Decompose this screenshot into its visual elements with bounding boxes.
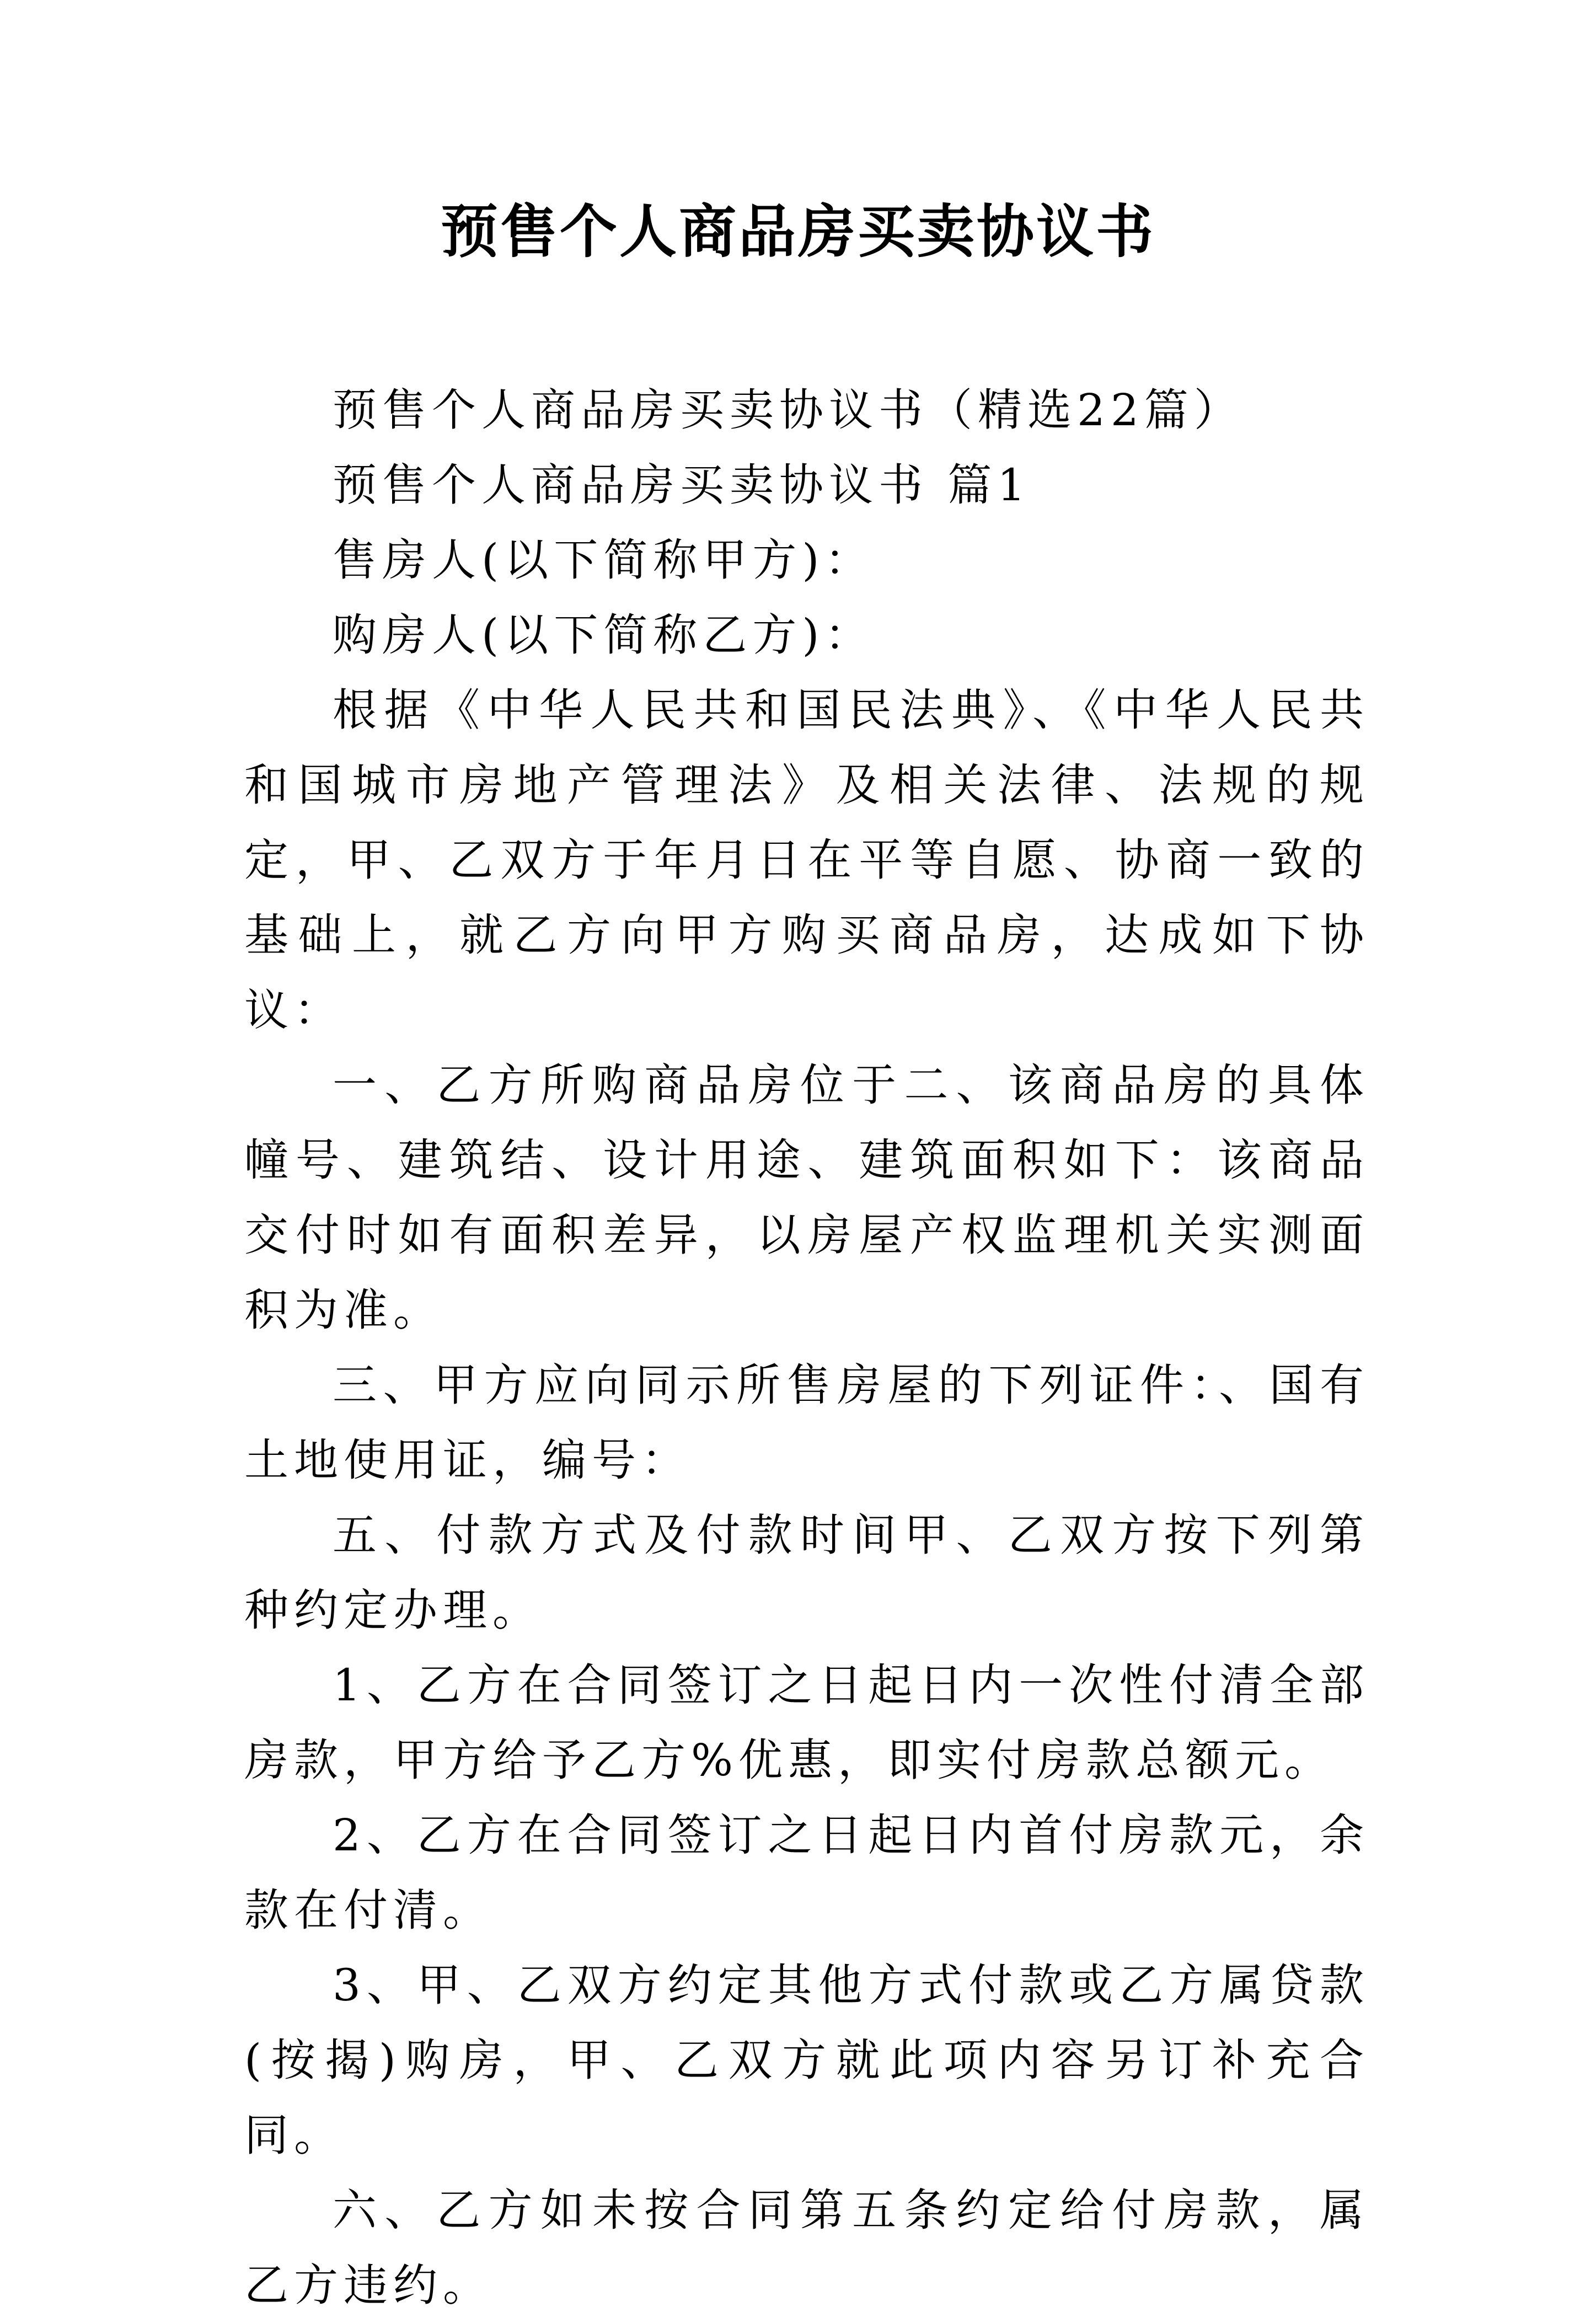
paragraph-clause-5: 五、付款方式及付款时间甲、乙双方按下列第种约定办理。	[244, 1510, 1369, 1636]
paragraph-clause-3: 三、甲方应向同示所售房屋的下列证件：、国有土地使用证，编号：	[244, 1359, 1369, 1486]
paragraph-section-heading: 预售个人商品房买卖协议书 篇1	[333, 459, 1031, 511]
paragraph-clause-1: 一、乙方所购商品房位于二、该商品房的具体幢号、建筑结、设计用途、建筑面积如下：该商品交付时如有面积差异，以房屋产权监理机关实测面积为准。	[244, 1059, 1369, 1336]
document-body	[244, 373, 1369, 2323]
document-title: 预售个人商品房买卖协议书	[440, 197, 1155, 265]
paragraph-clause-5-1: 1、乙方在合同签订之日起日内一次性付清全部房款，甲方给予乙方%优惠，即实付房款总额元。	[244, 1660, 1369, 1786]
paragraph-clause-5-2: 2、乙方在合同签订之日起日内首付房款元，余款在付清。	[244, 1810, 1369, 1936]
paragraph-seller: 售房人(以下简称甲方)：	[333, 534, 875, 586]
paragraph-clause-6: 六、乙方如未按合同第五条约定给付房款，属乙方违约。	[244, 2185, 1369, 2311]
paragraph-clause-5-3: 3、甲、乙双方约定其他方式付款或乙方属贷款(按揭)购房，甲、乙双方就此项内容另订补充合同。	[244, 1960, 1369, 2161]
paragraph-preamble: 根据《中华人民共和国民法典》、《中华人民共和国城市房地产管理法》及相关法律、法规的规定，甲、乙双方于年月日在平等自愿、协商一致的基础上，就乙方向甲方购买商品房，达成如下协议：	[244, 684, 1369, 1036]
paragraph-subtitle: 预售个人商品房买卖协议书（精选22篇）	[333, 384, 1244, 436]
paragraph-buyer: 购房人(以下简称乙方)：	[333, 609, 875, 661]
